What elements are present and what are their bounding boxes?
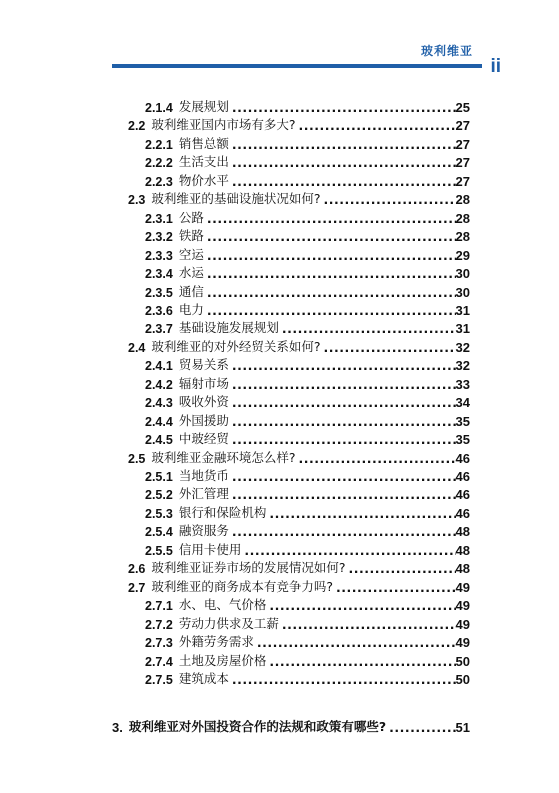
toc-entry-title: 外国援助: [178, 412, 229, 428]
toc-entry[interactable]: [145, 150, 470, 170]
toc-entry-page: 31: [455, 302, 470, 318]
toc-entry-page: 49: [455, 635, 470, 651]
toc-entry[interactable]: [145, 243, 470, 263]
toc-entry-number: 3.: [112, 720, 123, 736]
toc-entry-number: 2.4.2: [145, 377, 173, 392]
toc-entry-number: 2.1.4: [145, 101, 173, 115]
toc-entry-title: 玻利维亚的对外经贸关系如何?: [151, 338, 321, 354]
toc-entry[interactable]: [145, 280, 470, 300]
toc-dot-leader: [389, 720, 455, 735]
toc-entry-number: 2.3.1: [145, 211, 173, 226]
toc-entry-title: 物价水平: [178, 172, 229, 188]
toc-entry-title: 土地及房屋价格: [178, 652, 267, 668]
toc-entry-title: 水、电、气价格: [178, 597, 267, 613]
toc-entry-title: 铁路: [178, 228, 204, 244]
toc-entry[interactable]: [145, 372, 470, 392]
toc-entry-title: 公路: [178, 209, 204, 225]
toc-entry-page: 46: [455, 487, 470, 503]
toc-entry-page: 50: [455, 671, 470, 687]
toc-entry-page: 51: [455, 720, 470, 736]
toc-entry[interactable]: [145, 298, 470, 318]
toc-entry-page: 48: [455, 561, 470, 577]
toc-entry-title: 玻利维亚对外国投资合作的法规和政策有哪些?: [128, 719, 387, 735]
toc-entry-number: 2.4.1: [145, 359, 173, 374]
toc-entry-title: 玻利维亚的商务成本有竞争力吗?: [151, 578, 334, 594]
toc-entry-page: 46: [455, 450, 470, 466]
toc-entry[interactable]: [145, 593, 470, 613]
toc-entry[interactable]: [145, 390, 470, 410]
toc-entry-page: 46: [455, 469, 470, 484]
toc-entry-number: 2.7.4: [145, 654, 173, 669]
toc-entry-title: 当地货币: [178, 468, 229, 483]
toc-entry-number: 2.3: [128, 193, 146, 208]
toc-entry-title: 通信: [178, 283, 204, 299]
toc-entry-number: 2.7.5: [145, 672, 173, 687]
toc-entry[interactable]: [145, 538, 470, 558]
toc-entry-title: 辐射市场: [178, 375, 229, 391]
toc-entry[interactable]: [128, 575, 470, 595]
toc-entry-page: 28: [455, 192, 470, 208]
toc-entry[interactable]: [145, 464, 470, 484]
toc-entry-number: 2.5: [128, 451, 146, 466]
toc-entry-title: 玻利维亚国内市场有多大?: [151, 117, 296, 133]
toc-entry[interactable]: [145, 95, 470, 115]
toc-entry-number: 2.5.1: [145, 470, 173, 484]
toc-entry-page: 27: [455, 118, 470, 134]
toc-entry[interactable]: [145, 501, 470, 521]
toc-entry[interactable]: [145, 206, 470, 226]
toc-entry-page: 28: [455, 210, 470, 226]
toc-entry-page: 49: [455, 579, 470, 595]
toc-entry-page: 35: [455, 432, 470, 448]
toc-entry-number: 2.3.2: [145, 230, 173, 245]
toc-entry-page: 32: [455, 358, 470, 374]
toc-entry-title: 玻利维亚金融环境怎么样?: [151, 449, 296, 465]
toc-entry-number: 2.2: [128, 119, 146, 134]
toc-entry[interactable]: [145, 409, 470, 429]
toc-entry-number: 2.7.1: [145, 599, 173, 614]
toc-entry-title: 玻利维亚的基础设施状况如何?: [151, 191, 321, 207]
toc-entry-title: 建筑成本: [178, 670, 229, 686]
toc-entry-number: 2.3.6: [145, 303, 173, 318]
toc-entry-page: 33: [455, 376, 470, 392]
toc-entry-number: 2.4: [128, 340, 146, 355]
toc-entry-title: 中玻经贸: [178, 431, 229, 447]
toc-entry[interactable]: [145, 482, 470, 502]
toc-entry-title: 融资服务: [178, 523, 229, 539]
toc-entry-title: 销售总额: [178, 135, 229, 151]
toc-entry-number: 2.4.5: [145, 433, 173, 448]
toc-entry-page: 32: [455, 339, 470, 355]
toc-entry-page: 48: [455, 524, 470, 540]
toc-entry-page: 27: [455, 155, 470, 171]
toc-entry[interactable]: [128, 556, 470, 576]
toc-entry-number: 2.6: [128, 562, 146, 577]
toc-entry-number: 2.5.5: [145, 543, 173, 558]
toc-entry-number: 2.2.1: [145, 137, 173, 152]
toc-entry-page: 31: [455, 321, 470, 337]
toc-entry-title: 电力: [178, 301, 204, 317]
toc-entry-page: 49: [455, 616, 470, 632]
header-rule: [112, 64, 482, 68]
toc-entry-title: 信用卡使用: [178, 541, 242, 557]
toc-entry[interactable]: [145, 612, 470, 632]
toc-entry-number: 2.5.2: [145, 488, 173, 503]
toc-entry[interactable]: [112, 715, 470, 735]
toc-entry-page: 29: [455, 247, 470, 263]
toc-entry[interactable]: [128, 113, 470, 133]
toc-entry-number: 2.7: [128, 580, 146, 595]
toc-entry-page: 25: [455, 100, 470, 115]
toc-entry[interactable]: [145, 132, 470, 152]
toc-entry-number: 2.3.7: [145, 322, 173, 337]
toc-entry-page: 28: [455, 229, 470, 245]
toc-entry-number: 2.3.5: [145, 285, 173, 300]
toc-entry-title: 空运: [178, 246, 204, 262]
toc-entry[interactable]: [145, 667, 470, 687]
toc-entry-number: 2.5.4: [145, 525, 173, 540]
toc-entry-page: 34: [455, 395, 470, 411]
toc-entry[interactable]: [145, 353, 470, 373]
toc-entry-number: 2.3.4: [145, 267, 173, 282]
page-number: ii: [490, 56, 501, 77]
toc-entry-page: 48: [455, 542, 470, 558]
toc-entry-page: 30: [455, 284, 470, 300]
toc-entry[interactable]: [128, 335, 470, 355]
toc-entry[interactable]: [128, 446, 470, 466]
toc-entry[interactable]: [145, 630, 470, 650]
toc-entry-title: 基础设施发展规划: [178, 320, 279, 336]
toc-entry[interactable]: [145, 224, 470, 244]
toc-entry-title: 外汇管理: [178, 486, 229, 502]
toc-entry[interactable]: [128, 187, 470, 207]
toc-entry-title: 生活支出: [178, 154, 229, 170]
toc-entry-title: 玻利维亚证券市场的发展情况如何?: [151, 560, 346, 576]
toc-entry-number: 2.2.3: [145, 174, 173, 189]
toc-entry[interactable]: [145, 261, 470, 281]
toc-entry-number: 2.7.3: [145, 636, 173, 651]
toc-entry-title: 银行和保险机构: [178, 504, 267, 520]
toc-entry-page: 27: [455, 173, 470, 189]
toc-entry-title: 贸易关系: [178, 357, 229, 373]
toc-entry-page: 27: [455, 136, 470, 152]
toc-entry-page: 30: [455, 266, 470, 282]
toc-entry[interactable]: [145, 649, 470, 669]
toc-entry-number: 2.5.3: [145, 506, 173, 521]
toc-entry[interactable]: [145, 169, 470, 189]
toc-entry-title: 外籍劳务需求: [178, 634, 254, 650]
running-header-title: 玻利维亚: [420, 44, 473, 58]
toc-entry-number: 2.2.2: [145, 156, 173, 171]
toc-entry-title: 吸收外资: [178, 394, 229, 410]
toc-entry-number: 2.7.2: [145, 617, 173, 632]
toc-entry-page: 46: [455, 505, 470, 521]
toc-entry[interactable]: [145, 316, 470, 336]
toc-entry-title: 劳动力供求及工薪: [178, 615, 279, 631]
toc-entry-page: 50: [455, 653, 470, 669]
toc-entry-page: 49: [455, 598, 470, 614]
toc-entry-title: 发展规划: [178, 99, 229, 114]
toc-entry-number: 2.3.3: [145, 248, 173, 263]
toc-entry-number: 2.4.4: [145, 414, 173, 429]
toc-entry-page: 35: [455, 413, 470, 429]
toc-dot-leader: [232, 672, 456, 687]
toc-entry-title: 水运: [178, 265, 204, 281]
toc-entry-number: 2.4.3: [145, 396, 173, 411]
toc-entry[interactable]: [145, 519, 470, 539]
toc-entry[interactable]: [145, 427, 470, 447]
